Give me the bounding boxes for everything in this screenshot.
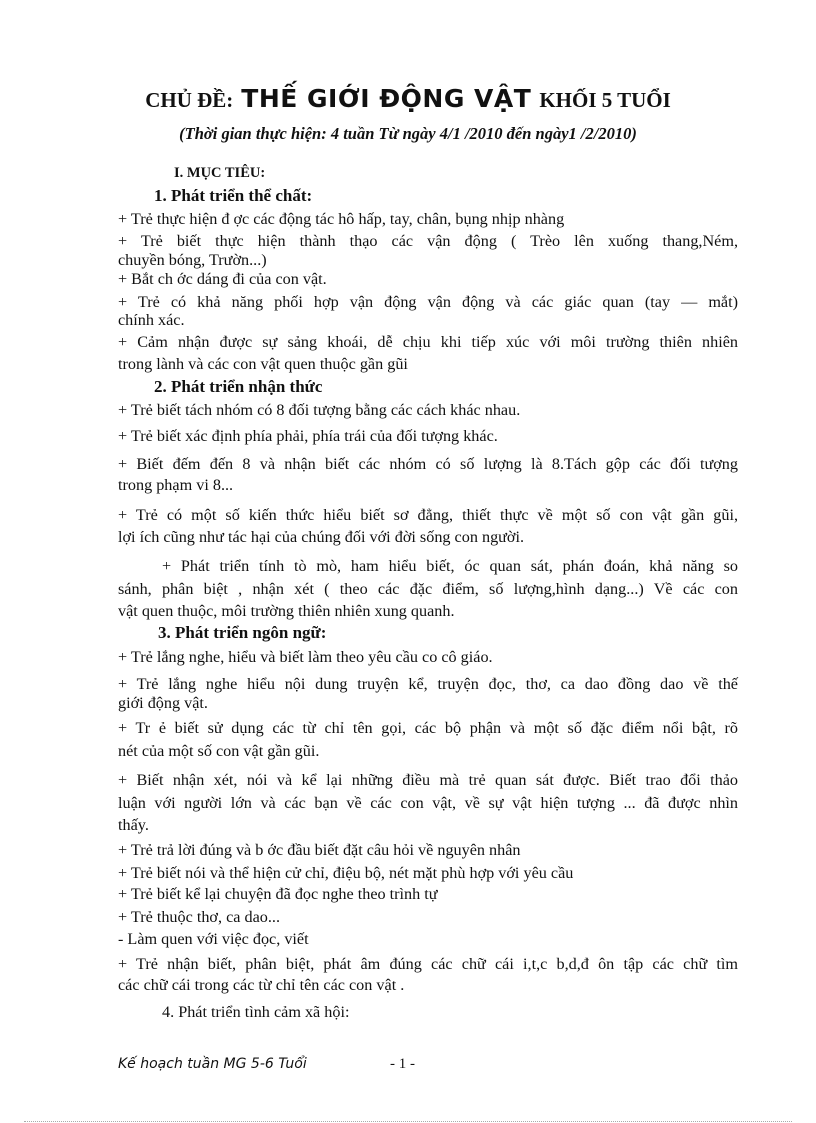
title-lead: CHỦ ĐỀ:	[145, 88, 234, 112]
text-line: chuyền bóng, Trườn...)	[118, 251, 267, 269]
text-line: giới động vật.	[118, 694, 208, 712]
text-line: lợi ích cũng như tác hại của chúng đối với đời sống con người.	[118, 528, 525, 546]
text-line: + Trẻ biết tách nhóm có 8 đối tượng bằng các cách khác nhau.	[118, 401, 521, 419]
text-line: + Trẻ trả lời đúng và b ớc đầu biết đặt câu hỏi về nguyên nhân	[118, 841, 521, 859]
text-line: + Tr ẻ biết sử dụng các từ chỉ tên gọi, các bộ phận và một số đặc điểm nổi bật, rõ	[118, 719, 738, 737]
text-line: + Trẻ biết nói và thể hiện cử chỉ, điệu bộ, nét mặt phù hợp với yêu cầu	[118, 864, 574, 882]
text-line: + Trẻ biết kể lại chuyện đã đọc nghe theo trình tự	[118, 885, 438, 903]
text-line: sánh, phân biệt , nhận xét ( theo các đặc điểm, số lượng,hình dạng...) Về các con	[118, 580, 738, 598]
text-line: + Biết nhận xét, nói và kể lại những điều mà trẻ quan sát được. Biết trao đổi thảo	[118, 771, 738, 789]
text-line: trong lành và các con vật quen thuộc gần gũi	[118, 355, 408, 373]
heading-social-emotional: 4. Phát triển tình cảm xã hội:	[162, 1003, 350, 1021]
title-tail: KHỐI 5 TUỔI	[539, 88, 671, 112]
text-line: vật quen thuộc, môi trường thiên nhiên xung quanh.	[118, 602, 455, 620]
document-subtitle: (Thời gian thực hiện: 4 tuần Từ ngày 4/1 /2010 đến ngày1 /2/2010)	[179, 124, 637, 143]
text-line: + Phát triển tính tò mò, ham hiểu biết, óc quan sát, phán đoán, khả năng so	[162, 557, 738, 575]
text-line: + Cảm nhận được sự sảng khoái, dễ chịu khi tiếp xúc với môi trường thiên nhiên	[118, 333, 738, 351]
section-heading-objectives: I. MỤC TIÊU:	[174, 165, 266, 181]
text-line: các chữ cái trong các từ chỉ tên các con vật .	[118, 976, 405, 994]
text-line: + Trẻ lắng nghe hiểu nội dung truyện kể, truyện đọc, thơ, ca dao đồng dao về thế	[118, 675, 738, 693]
text-line: + Trẻ lắng nghe, hiểu và biết làm theo yêu cầu co cô giáo.	[118, 648, 493, 666]
text-line: + Trẻ biết thực hiện thành thạo các vận động ( Trèo lên xuống thang,Ném,	[118, 232, 738, 250]
text-line: + Biết đếm đến 8 và nhận biết các nhóm có số lượng là 8.Tách gộp các đối tượng	[118, 455, 738, 473]
text-line: chính xác.	[118, 311, 185, 329]
page-number: - 1 -	[390, 1056, 415, 1072]
text-line: trong phạm vi 8...	[118, 476, 234, 494]
text-line: luận với người lớn và các bạn về các con vật, về sự vật hiện tượng ... đã được nhìn	[118, 794, 738, 812]
title-main: THẾ GIỚI ĐỘNG VẬT	[241, 84, 532, 113]
text-line: + Trẻ thực hiện đ ợc các động tác hô hấp, tay, chân, bụng nhịp nhàng	[118, 210, 565, 228]
text-line: - Làm quen với việc đọc, viết	[118, 930, 309, 948]
document-title	[0, 84, 816, 113]
heading-cognitive: 2. Phát triển nhận thức	[154, 377, 323, 396]
heading-language: 3. Phát triển ngôn ngữ:	[158, 623, 327, 642]
text-line: + Trẻ nhận biết, phân biệt, phát âm đúng các chữ cái i,t,c b,d,đ ôn tập các chữ tìm	[118, 955, 738, 973]
text-line: + Trẻ thuộc thơ, ca dao...	[118, 908, 281, 926]
text-line: + Trẻ có một số kiến thức hiểu biết sơ đẳng, thiết thực về một số con vật gần gũi,	[118, 506, 738, 524]
text-line: + Trẻ biết xác định phía phải, phía trái của đối tượng khác.	[118, 427, 498, 445]
text-line: + Bắt ch ớc dáng đi của con vật.	[118, 270, 327, 288]
footer-divider	[24, 1121, 792, 1122]
text-line: thấy.	[118, 816, 149, 834]
heading-physical: 1. Phát triển thể chất:	[154, 186, 313, 205]
text-line: nét của một số con vật gần gũi.	[118, 742, 320, 760]
footer-document-name: Kế hoạch tuần MG 5-6 Tuổi	[118, 1056, 307, 1072]
text-line: + Trẻ có khả năng phối hợp vận động vận động và các giác quan (tay — mắt)	[118, 293, 738, 311]
